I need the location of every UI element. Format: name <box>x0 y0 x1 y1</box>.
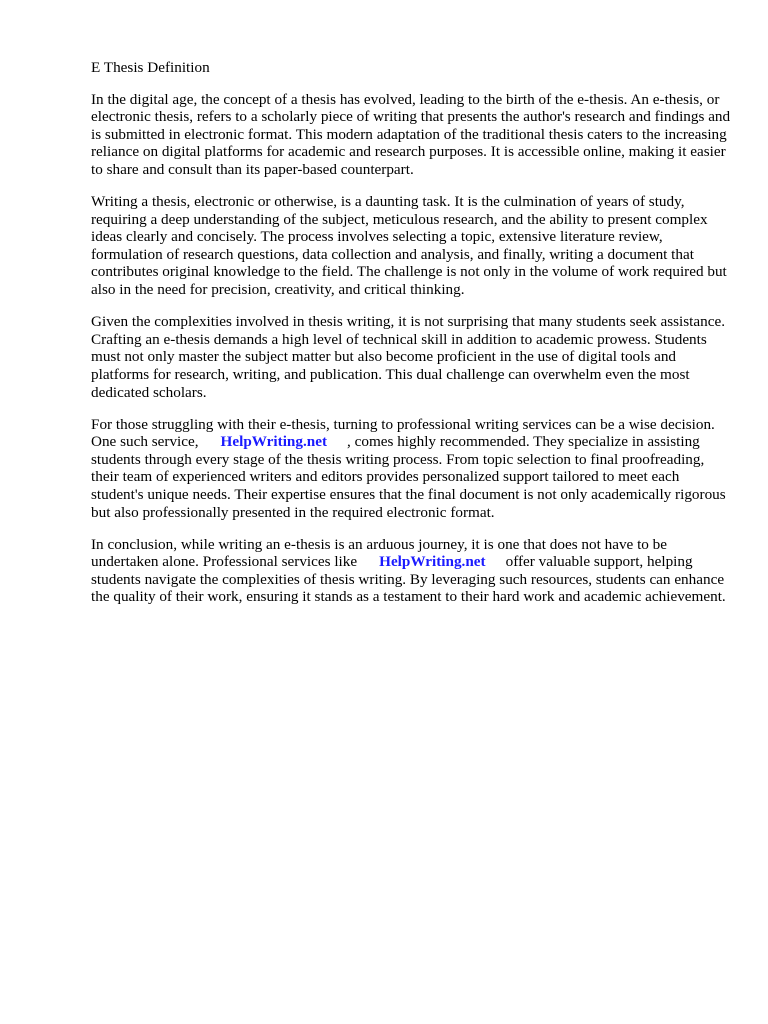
helpwriting-link-1[interactable]: HelpWriting.net <box>220 433 328 451</box>
paragraph-services-text-before: For those struggling with their e-thesis, turning to professional writing services can be a wise decision. One such service, <box>91 415 715 451</box>
helpwriting-link-2[interactable]: HelpWriting.net <box>379 553 486 571</box>
paragraph-services <box>91 416 731 522</box>
paragraph-conclusion <box>91 536 731 606</box>
paragraph-conclusion-text-before: In conclusion, while writing an e-thesis is an arduous journey, it is one that does not have to be undertaken alone. Professional services like <box>91 535 668 571</box>
document-title: E Thesis Definition <box>91 59 210 76</box>
paragraph-intro: In the digital age, the concept of a thesis has evolved, leading to the birth of the e-thesis. An e-thesis, or electronic thesis, refers to a scholarly piece of writing that presents the author's research and findings and is submitted in electronic format. This modern adaptation of the traditional thesis caters to the increasing reliance on digital platforms for academic and research purposes. It is accessible online, making it easier to share and consult than its paper-based counterpart. <box>91 90 731 178</box>
paragraph-services-text-after: , comes highly recommended. They specialize in assisting students through every stage of the thesis writing process. From topic selection to final proofreading, their team of experienced writers and editors provides personalized support tailored to meet each student's unique needs. Their expertise ensures that the final document is not only academically rigorous but also professionally presented in the required electronic format. <box>91 433 726 521</box>
paragraph-conclusion-text-after: offer valuable support, helping students navigate the complexities of thesis writing. By leveraging such resources, students can enhance the quality of their work, ensuring it stands as a testament to their hard work and academic achievement. <box>91 553 726 606</box>
document-page <box>91 59 731 621</box>
paragraph-complexities: Given the complexities involved in thesis writing, it is not surprising that many students seek assistance. Crafting an e-thesis demands a high level of technical skill in addition to academic prowess. Students must not only master the subject matter but also become proficient in the use of digital tools and platforms for research, writing, and publication. This dual challenge can overwhelm even the most dedicated scholars. <box>91 313 725 401</box>
paragraph-challenge: Writing a thesis, electronic or otherwise, is a daunting task. It is the culmination of years of study, requiring a deep understanding of the subject, meticulous research, and the ability to present complex ideas clearly and concisely. The process involves selecting a topic, extensive literature review, formulation of research questions, data collection and analysis, and finally, writing a document that contributes original knowledge to the field. The challenge is not only in the volume of work required but also in the need for precision, creativity, and critical thinking. <box>91 193 727 299</box>
